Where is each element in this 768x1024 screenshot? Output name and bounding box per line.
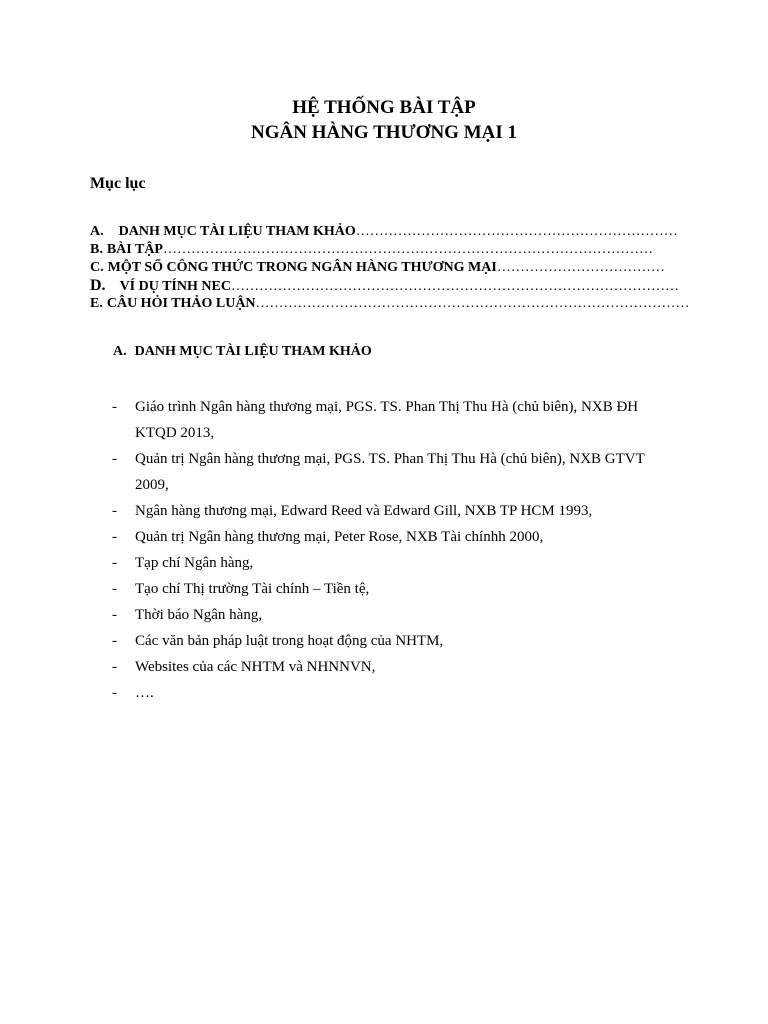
toc-entry-a-leader: …………………………………………………………… (355, 224, 678, 239)
reference-text: Quản trị Ngân hàng thương mại, PGS. TS. Phan Thị Thu Hà (chủ biên), NXB GTVT 2009, (135, 451, 645, 493)
list-bullet: - (112, 529, 117, 545)
list-bullet: - (112, 607, 117, 623)
toc-entry-c-leader: ……………………………… (496, 260, 665, 275)
document-title-line-1: HỆ THỐNG BÀI TẬP (292, 97, 476, 118)
reference-text: Giáo trình Ngân hàng thương mại, PGS. TS. Phan Thị Thu Hà (chủ biên), NXB ĐH KTQD 2013, (135, 399, 639, 441)
list-item (112, 654, 672, 680)
list-item (112, 680, 672, 706)
section-a-letter: A. (113, 344, 127, 359)
toc-entry-b[interactable] (90, 241, 702, 259)
reference-text: …. (135, 685, 154, 701)
list-item (112, 602, 672, 628)
toc-entry-e-letter: E. (90, 296, 103, 311)
reference-text: Ngân hàng thương mại, Edward Reed và Edward Gill, NXB TP HCM 1993, (135, 503, 593, 519)
reference-text: Thời báo Ngân hàng, (135, 607, 263, 623)
list-item (112, 628, 672, 654)
toc-entry-a[interactable] (90, 223, 702, 241)
toc-entry-a-letter: A. (90, 224, 104, 239)
toc-heading: Mục lục (90, 175, 146, 192)
list-item (112, 498, 672, 524)
list-bullet: - (112, 451, 117, 467)
list-item (112, 394, 672, 446)
section-a-title: DANH MỤC TÀI LIỆU THAM KHẢO (134, 344, 372, 359)
toc-entry-d-letter: D. (90, 277, 106, 294)
reference-text: Websites của các NHTM và NHNNVN, (135, 659, 376, 675)
toc-entry-c-letter: C. (90, 260, 104, 275)
list-bullet: - (112, 685, 117, 701)
section-a-heading (113, 344, 372, 360)
toc-entry-e-text: CÂU HỎI THẢO LUẬN (106, 296, 256, 311)
toc-entry-e[interactable] (90, 295, 702, 313)
toc-entry-b-text: BÀI TẬP (106, 242, 163, 257)
toc-entry-d-text: VÍ DỤ TÍNH NEC (119, 279, 231, 294)
reference-text: Các văn bản pháp luật trong hoạt động của NHTM, (135, 633, 444, 649)
table-of-contents (90, 223, 702, 313)
document-title-line-2: NGÂN HÀNG THƯƠNG MẠI 1 (251, 122, 517, 143)
list-item (112, 524, 672, 550)
list-bullet: - (112, 555, 117, 571)
reference-list (112, 394, 672, 706)
list-bullet: - (112, 503, 117, 519)
toc-entry-c-text: MỘT SỐ CÔNG THỨC TRONG NGÂN HÀNG THƯƠNG MẠI (107, 260, 497, 275)
toc-entry-c[interactable] (90, 259, 702, 277)
list-item (112, 576, 672, 602)
toc-entry-b-letter: B. (90, 242, 103, 257)
toc-entry-b-leader: …………………………………………………………………………………………… (163, 242, 653, 257)
toc-entry-d[interactable] (90, 277, 702, 295)
list-item (112, 550, 672, 576)
list-item (112, 446, 672, 498)
reference-text: Tạp chí Ngân hàng, (135, 555, 254, 571)
list-bullet: - (112, 581, 117, 597)
list-bullet: - (112, 633, 117, 649)
toc-entry-d-leader: …………………………………………………………………………………… (230, 279, 679, 294)
list-bullet: - (112, 659, 117, 675)
reference-text: Tạo chí Thị trường Tài chính – Tiền tệ, (135, 581, 370, 597)
toc-entry-e-leader: ………………………………………………………………………………… (255, 296, 690, 311)
toc-entry-a-text: DANH MỤC TÀI LIỆU THAM KHẢO (118, 224, 356, 239)
reference-text: Quản trị Ngân hàng thương mại, Peter Rose, NXB Tài chínhh 2000, (135, 529, 544, 545)
list-bullet: - (112, 399, 117, 415)
